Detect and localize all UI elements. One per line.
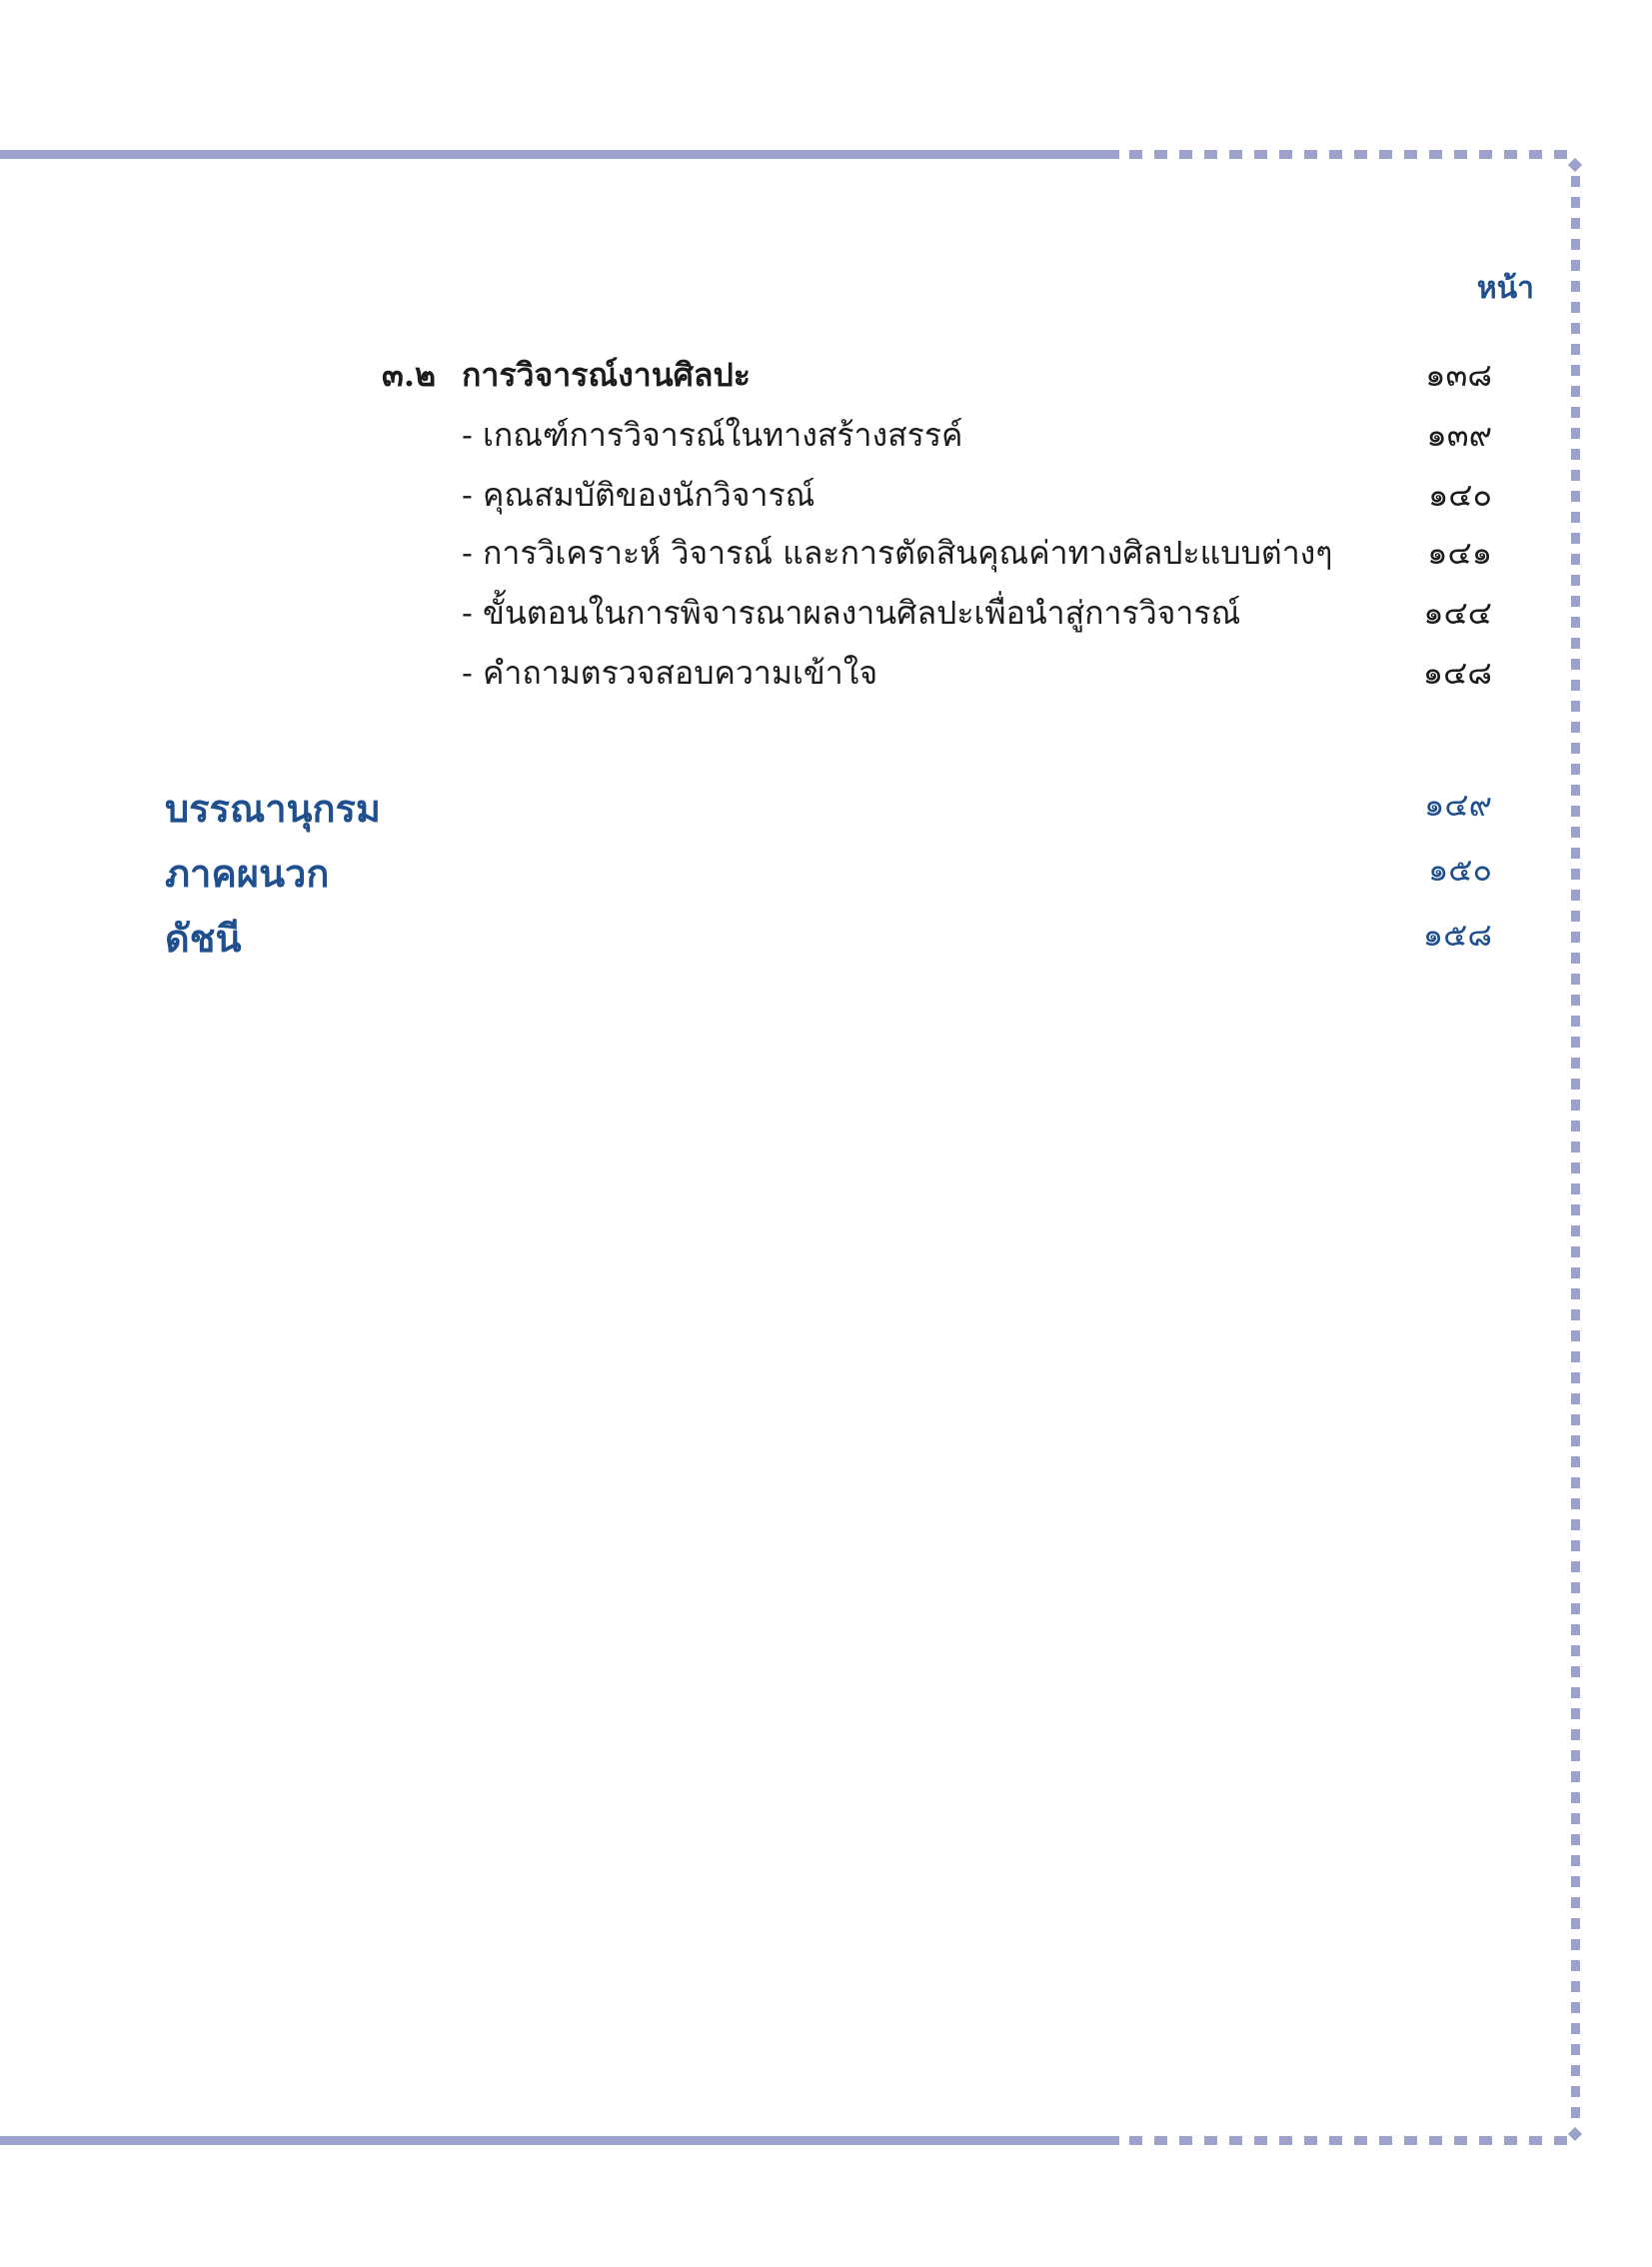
subitem-page: ๑๔๐ [1427,476,1492,514]
top-corner-diamond [1568,158,1582,172]
major-title: ดัชนี [165,916,242,961]
major-title: บรรณานุกรม [165,786,381,831]
subitem-page: ๑๔๘ [1422,654,1492,692]
toc-major-row-appendix [0,843,1652,903]
major-title: ภาคผนวก [165,851,330,896]
top-frame-dashes [1129,150,1569,159]
section-number: ๓.๒ [382,356,437,394]
toc-major-row-index [0,908,1652,968]
toc-subitem-row [0,528,1652,584]
major-page: ๑๔๙ [1424,786,1492,824]
major-page: ๑๕๐ [1427,851,1492,889]
subitem-title: - คำถามตรวจสอบความเข้าใจ [462,654,878,692]
top-frame-line [0,150,1119,159]
toc-subitem-row [0,470,1652,526]
bottom-frame-dashes [1129,2136,1569,2145]
toc-subitem-row [0,410,1652,466]
subitem-page: ๑๔๔ [1423,594,1492,632]
toc-section-row [0,350,1652,406]
toc-subitem-row [0,648,1652,704]
bottom-corner-diamond [1568,2127,1582,2141]
toc-major-row-bibliography [0,778,1652,838]
toc-subitem-row [0,588,1652,644]
section-title: การวิจารณ์งานศิลปะ [462,356,751,394]
subitem-page: ๑๔๑ [1427,534,1492,572]
subitem-title: - ขั้นตอนในการพิจารณาผลงานศิลปะเพื่อนำสู่การวิจารณ์ [462,594,1241,632]
subitem-title: - การวิเคราะห์ วิจารณ์ และการตัดสินคุณค่าทางศิลปะแบบต่างๆ [462,534,1333,572]
subitem-page: ๑๓๙ [1426,416,1492,454]
subitem-title: - เกณฑ์การวิจารณ์ในทางสร้างสรรค์ [462,416,963,454]
subitem-title: - คุณสมบัติของนักวิจารณ์ [462,476,816,514]
right-frame-dashes [1571,176,1580,2120]
page-column-header: หน้า [1476,271,1534,306]
section-page: ๑๓๘ [1425,356,1492,394]
bottom-frame-line [0,2136,1119,2145]
major-page: ๑๕๘ [1422,916,1492,954]
